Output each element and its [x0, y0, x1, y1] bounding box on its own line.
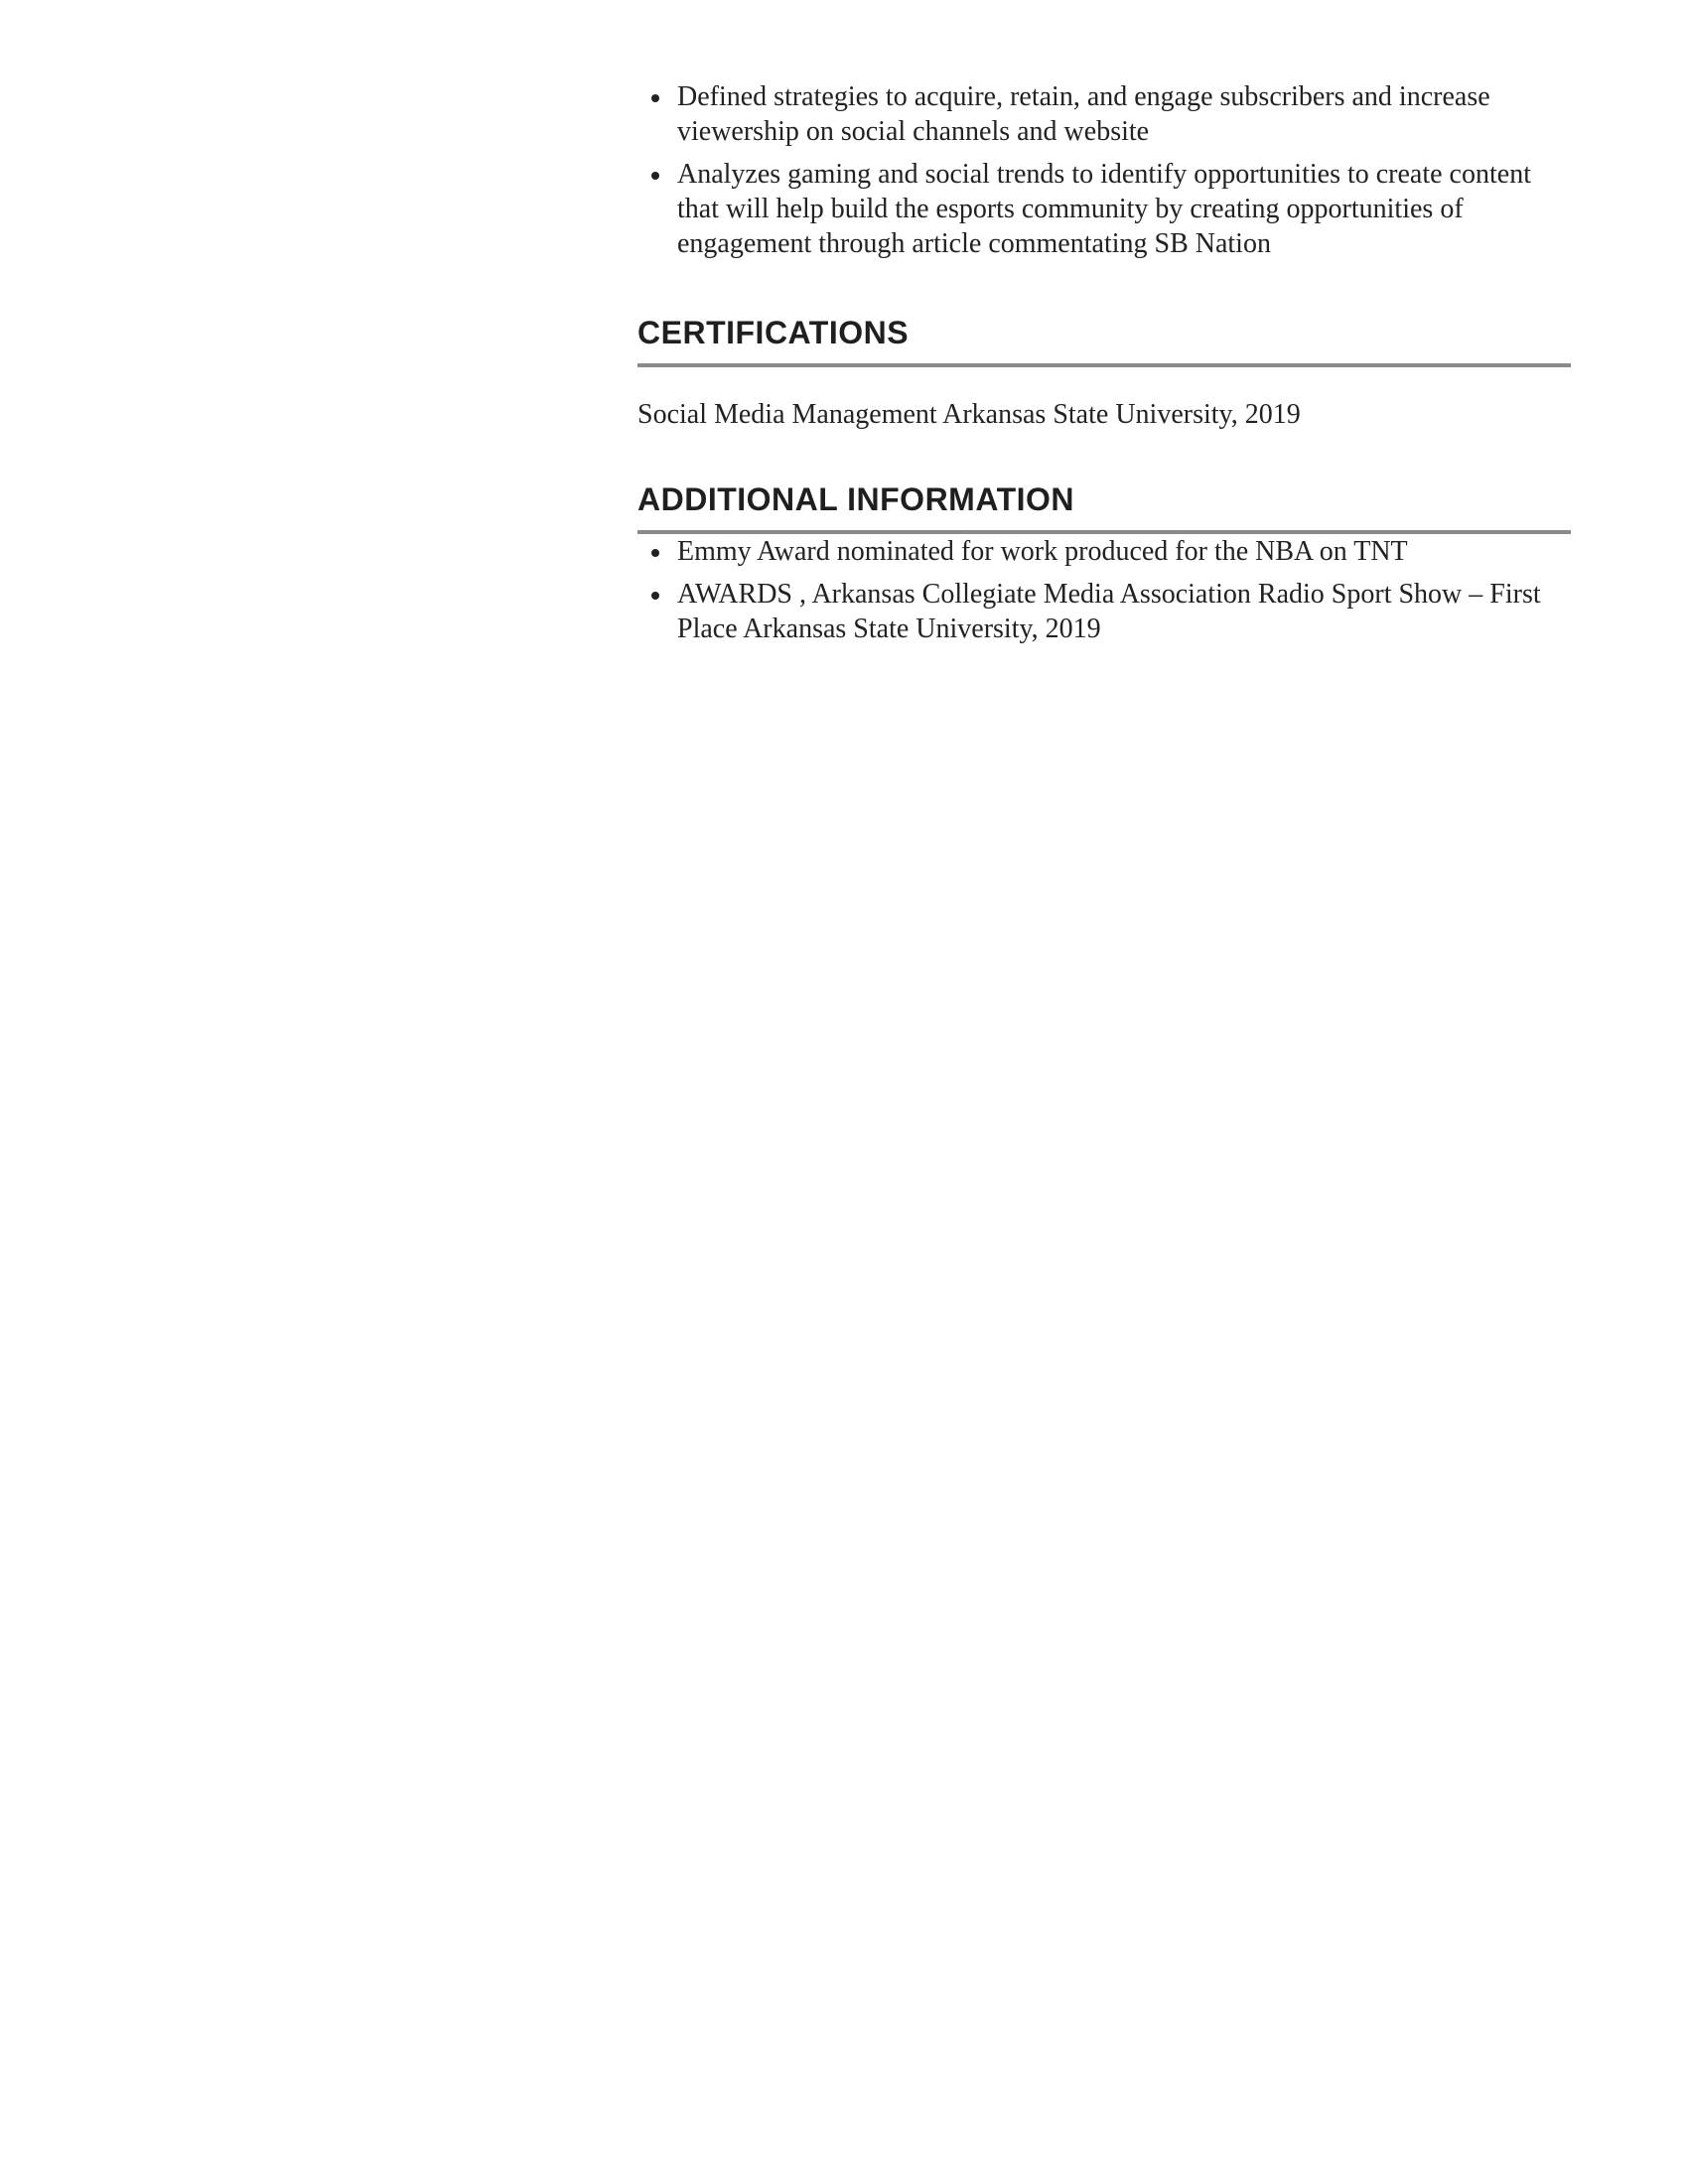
experience-bullet-list [637, 79, 1571, 261]
bullet-icon [651, 592, 659, 600]
bullet-text: Defined strategies to acquire, retain, and engage subscribers and increase viewership on social channels and website [677, 81, 1490, 147]
list-item [637, 534, 1571, 569]
additional-information-heading: ADDITIONAL INFORMATION [637, 481, 1571, 534]
certifications-heading: CERTIFICATIONS [637, 315, 1571, 367]
bullet-text: AWARDS , Arkansas Collegiate Media Association Radio Sport Show – First Place Arkansas State University, 2019 [677, 579, 1541, 644]
list-item [637, 157, 1571, 261]
bullet-icon [651, 549, 659, 557]
list-item [637, 79, 1571, 149]
resume-main-column [637, 79, 1571, 654]
bullet-icon [651, 172, 659, 180]
list-item [637, 577, 1571, 646]
additional-information-list [637, 534, 1571, 646]
certification-entry: Social Media Management Arkansas State University, 2019 [637, 399, 1301, 430]
bullet-text: Analyzes gaming and social trends to identify opportunities to create content that will help build the esports community by creating opportunities of engagement through article commentating SB Nation [677, 159, 1531, 259]
bullet-text: Emmy Award nominated for work produced for the NBA on TNT [677, 536, 1408, 567]
bullet-icon [651, 94, 659, 102]
